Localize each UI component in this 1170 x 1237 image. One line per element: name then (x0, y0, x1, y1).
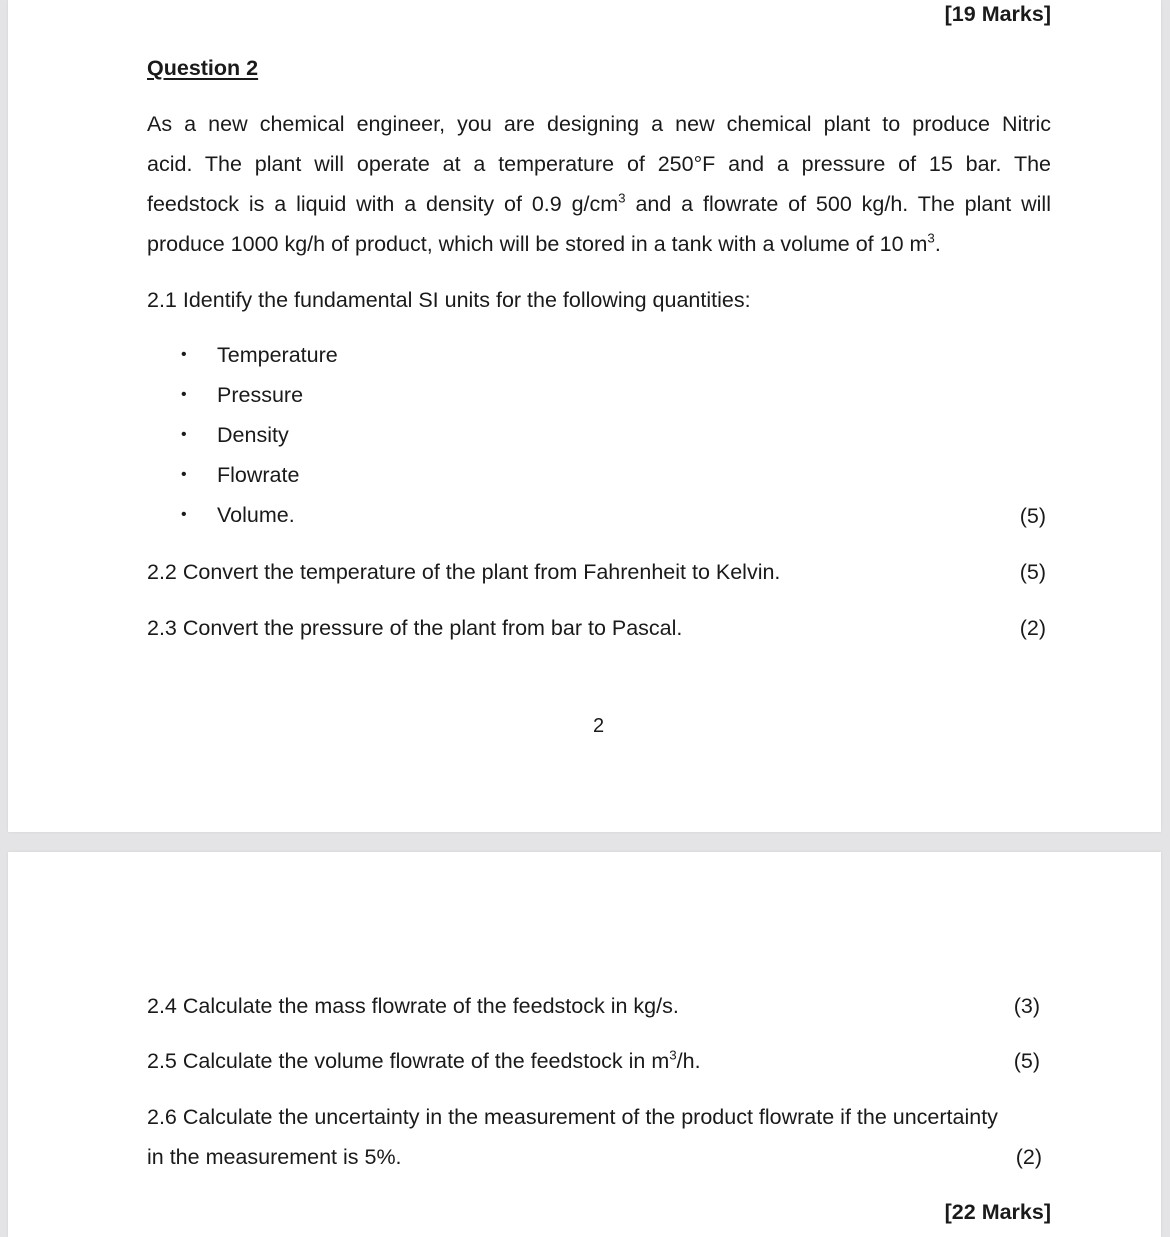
question-2-2: 2.2 Convert the temperature of the plant from Fahrenheit to Kelvin. (147, 560, 781, 584)
paragraph-line-4-start: produce 1000 kg/h of product, which will be stored in a tank with a volume of 10 m (147, 232, 928, 256)
question-2-6-line-2: in the measurement is 5%. (147, 1145, 402, 1169)
paragraph-line-1: As a new chemical engineer, you are designing a new chemical plant to produce Nitric (147, 112, 1051, 136)
document-page-1 (8, 0, 1161, 832)
bullet-icon: • (181, 506, 187, 523)
question-2-1-mark: (5) (1019, 504, 1046, 528)
paragraph-line-2: acid. The plant will operate at a temperature of 250°F and a pressure of 15 bar. The (147, 152, 1051, 176)
list-item: Density (217, 423, 289, 447)
superscript-3: 3 (927, 230, 935, 246)
question-2-5-unit: /h. (676, 1049, 701, 1073)
question-2-2-mark: (5) (1019, 560, 1046, 584)
bullet-icon: • (181, 386, 187, 403)
list-item: Temperature (217, 343, 338, 367)
question-2-6-mark: (2) (1015, 1145, 1042, 1169)
marks-total: [22 Marks] (944, 1200, 1051, 1224)
bullet-icon: • (181, 426, 187, 443)
question-2-4-mark: (3) (1013, 994, 1040, 1018)
bullet-icon: • (181, 346, 187, 363)
bullet-icon: • (181, 466, 187, 483)
superscript-3: 3 (618, 190, 626, 206)
superscript-3: 3 (669, 1047, 677, 1063)
paragraph-line-3-end: and a flowrate of 500 kg/h. The plant will (625, 192, 1051, 216)
question-2-3: 2.3 Convert the pressure of the plant from bar to Pascal. (147, 616, 683, 640)
question-2-5-text: 2.5 Calculate the volume flowrate of the feedstock in m (147, 1049, 670, 1073)
question-2-5 (147, 1049, 701, 1073)
question-title: Question 2 (147, 56, 259, 80)
list-item: Flowrate (217, 463, 300, 487)
question-2-6-line-1: 2.6 Calculate the uncertainty in the measurement of the product flowrate if the uncertainty (147, 1105, 998, 1129)
list-item: Volume. (217, 503, 295, 527)
question-2-5-mark: (5) (1013, 1049, 1040, 1073)
question-2-3-mark: (2) (1019, 616, 1046, 640)
question-2-4: 2.4 Calculate the mass flowrate of the feedstock in kg/s. (147, 994, 679, 1018)
paragraph-line-4 (147, 232, 1051, 256)
list-item: Pressure (217, 383, 304, 407)
paragraph-line-3 (147, 192, 1051, 216)
document-page-2 (8, 852, 1161, 1237)
paragraph-line-3-start: feedstock is a liquid with a density of 0.9 g/cm (147, 192, 619, 216)
marks-total: [19 Marks] (944, 2, 1051, 26)
paragraph-line-4-end: . (934, 232, 941, 256)
question-2-1: 2.1 Identify the fundamental SI units for the following quantities: (147, 288, 751, 312)
page-number: 2 (593, 715, 605, 737)
